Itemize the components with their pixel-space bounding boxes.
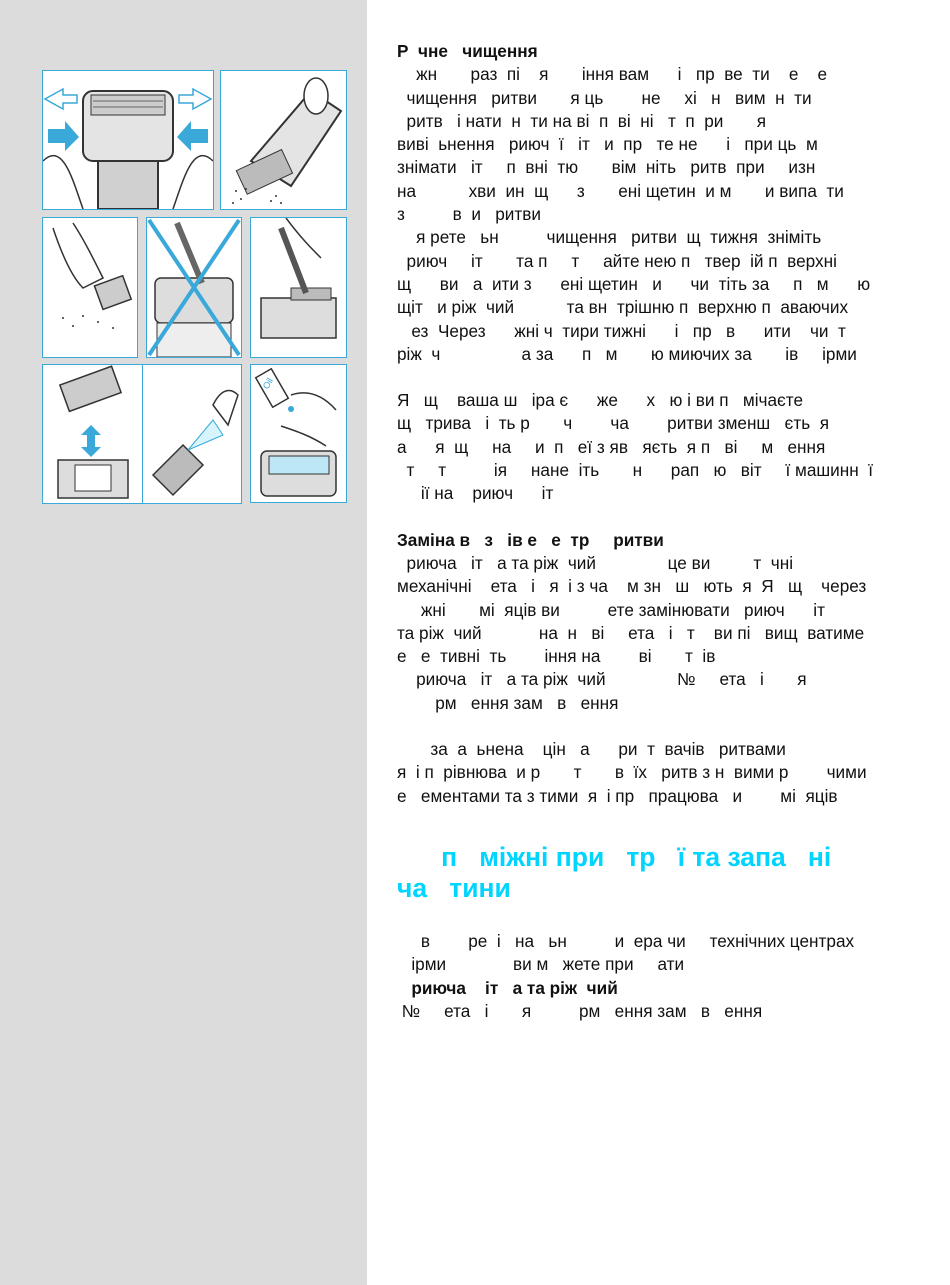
- text-line: рм ення зам в ення: [397, 692, 619, 713]
- figure-spray-cleaning: [142, 364, 242, 504]
- text-line: т т ія нане іть н рап ю віт ї машинн ї: [397, 460, 874, 481]
- text-line: ріж ч а за п м ю миючих за ів ірми: [397, 343, 857, 364]
- figure-oil-bottle: [250, 364, 347, 423]
- text-line: знімати іт п вні тю вім ніть ритв при изн: [397, 157, 816, 178]
- do-not-brush-foil-icon: [147, 218, 241, 357]
- figure-cutter-block: [42, 364, 144, 504]
- foil-removal-icon: [43, 218, 137, 357]
- text-line: риюча іт а та ріж чий це ви т чні: [397, 552, 794, 573]
- oil-label: Oil: [260, 376, 275, 391]
- text-line: а я щ на и п еї з яв яєть я п ві м ення: [397, 436, 826, 457]
- text-line: на хви ин щ з ені щетин и м и випа ти: [397, 180, 844, 201]
- text-line: риюча іт а та ріж чий № ета і я: [397, 669, 807, 690]
- text-line: е е тивні ть іння на ві т ів: [397, 646, 716, 667]
- text-line: та ріж чий на н ві ета і т ви пі вищ ватиме: [397, 622, 865, 643]
- section-title-accessories-line2: ча тини: [397, 872, 511, 903]
- section-title-accessories: п міжні при тр ї та запа ні: [397, 841, 832, 872]
- figure-head-release: [42, 70, 214, 210]
- text-line: ритв і нати н ти на ві п ві ні т п ри я: [397, 110, 767, 131]
- text-line: чищення ритви я ць не хі н вим н ти: [397, 87, 812, 108]
- text-line: щ трива і ть р ч ча ритви зменш єть я: [397, 413, 830, 434]
- section-heading-replacement: Заміна в з ів е е тр ритви: [397, 529, 664, 550]
- spray-cleaning-icon: [143, 365, 241, 503]
- text-line: ії на риюч іт: [397, 483, 554, 504]
- brush-cutter-icon: [251, 218, 346, 357]
- oil-bottle-icon: [251, 365, 346, 422]
- text-line: риюч іт та п т айте нею п твер ій п верхні: [397, 250, 837, 271]
- text-line: щіт и ріж чий та вн трішню п верхню п аваючих: [397, 297, 849, 318]
- parts-code: № ета і я рм ення зам в ення: [397, 1000, 763, 1021]
- text-line: механічні ета і я і з ча м зн ш ють я Я щ через: [397, 576, 867, 597]
- text-line: е ементами та з тими я і пр працюва и мі яців: [397, 785, 838, 806]
- text-line: я рете ьн чищення ритви щ тижня зніміть: [397, 227, 822, 248]
- section-heading-manual-cleaning: Р чне чищення: [397, 41, 538, 61]
- figure-brush-cutter: [250, 217, 347, 358]
- figure-oiling-foil: [250, 421, 347, 503]
- text-line: щ ви а ити з ені щетин и чи тіть за п м ю: [397, 273, 871, 294]
- oiling-foil-icon: [251, 421, 346, 502]
- text-line: я і п рівнюва и р т в їх ритв з н вими р чими: [397, 762, 867, 783]
- shaver-tapping-icon: [221, 71, 346, 209]
- figure-tapping: [220, 70, 347, 210]
- figure-do-not-brush-foil: [146, 217, 242, 358]
- text-line: жн раз пі я іння вам і пр ве ти е е: [397, 64, 828, 85]
- text-line: виві ьнення риюч ї іт и пр те не і при ць м: [397, 134, 818, 155]
- manual-text: [397, 40, 917, 1023]
- text-line: ез Через жні ч тири тижні і пр в ити чи т: [397, 320, 846, 341]
- text-line: ірми ви м жете при ати: [397, 954, 685, 975]
- text-line: з в и ритви: [397, 204, 542, 225]
- cutter-block-icon: [43, 365, 143, 503]
- parts-name: риюча іт а та ріж чий: [397, 977, 618, 998]
- figure-foil-removal: [42, 217, 138, 358]
- text-line: в ре і на ьн и ера чи технічних центрах: [397, 930, 855, 951]
- text-line: за а ьнена цін а ри т вачів ритвами: [397, 739, 786, 760]
- text-line: Я щ ваша ш іра є же х ю і ви п мічаєте: [397, 390, 804, 411]
- text-line: жні мі яців ви ете замінювати риюч іт: [397, 599, 825, 620]
- shaver-head-release-icon: [43, 71, 213, 209]
